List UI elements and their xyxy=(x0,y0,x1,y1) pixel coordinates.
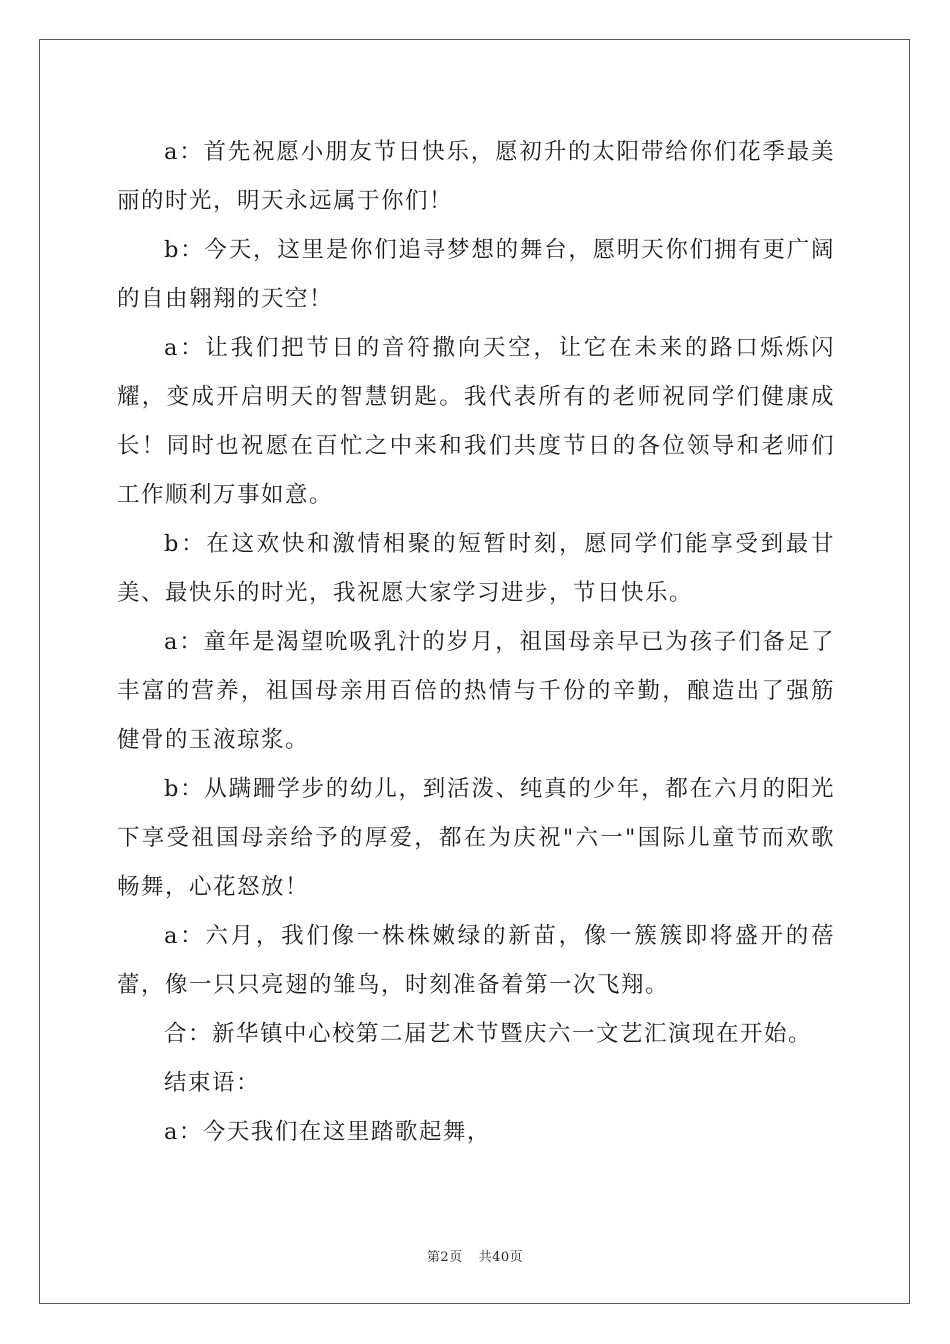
document-body xyxy=(117,128,835,1157)
page-footer xyxy=(0,1246,950,1265)
paragraph: a：六月，我们像一株株嫩绿的新苗，像一簇簇即将盛开的蓓蕾，像一只只亮翅的雏鸟，时刻准备着第一次飞翔。 xyxy=(117,923,835,998)
paragraph: 合：新华镇中心校第二届艺术节暨庆六一文艺汇演现在开始。 xyxy=(164,1021,813,1047)
paragraph: b：从蹒跚学步的幼儿，到活泼、纯真的少年，都在六月的阳光下享受祖国母亲给予的厚爱，都在为庆祝"六一"国际儿童节而欢歌畅舞，心花怒放！ xyxy=(117,776,835,900)
paragraph: b：在这欢快和激情相聚的短暂时刻，愿同学们能享受到最甘美、最快乐的时光，我祝愿大家学习进步，节日快乐。 xyxy=(117,531,835,606)
paragraph: b：今天，这里是你们追寻梦想的舞台，愿明天你们拥有更广阔的自由翱翔的天空！ xyxy=(117,237,835,312)
paragraph: a：今天我们在这里踏歌起舞， xyxy=(164,1119,491,1145)
paragraph: a：首先祝愿小朋友节日快乐，愿初升的太阳带给你们花季最美丽的时光，明天永远属于你们！ xyxy=(117,139,835,214)
page-number: 第2页 xyxy=(426,1250,463,1265)
paragraph: a：童年是渴望吮吸乳汁的岁月，祖国母亲早已为孩子们备足了丰富的营养，祖国母亲用百倍的热情与千份的辛勤，酿造出了强筋健骨的玉液琼浆。 xyxy=(117,629,835,753)
page-total: 共40页 xyxy=(478,1250,524,1265)
paragraph: a：让我们把节日的音符撒向天空，让它在未来的路口烁烁闪耀，变成开启明天的智慧钥匙。我代表所有的老师祝同学们健康成长！同时也祝愿在百忙之中来和我们共度节日的各位领导和老师们工作顺利万事如意。 xyxy=(117,335,835,508)
paragraph-heading: 结束语： xyxy=(164,1070,261,1096)
